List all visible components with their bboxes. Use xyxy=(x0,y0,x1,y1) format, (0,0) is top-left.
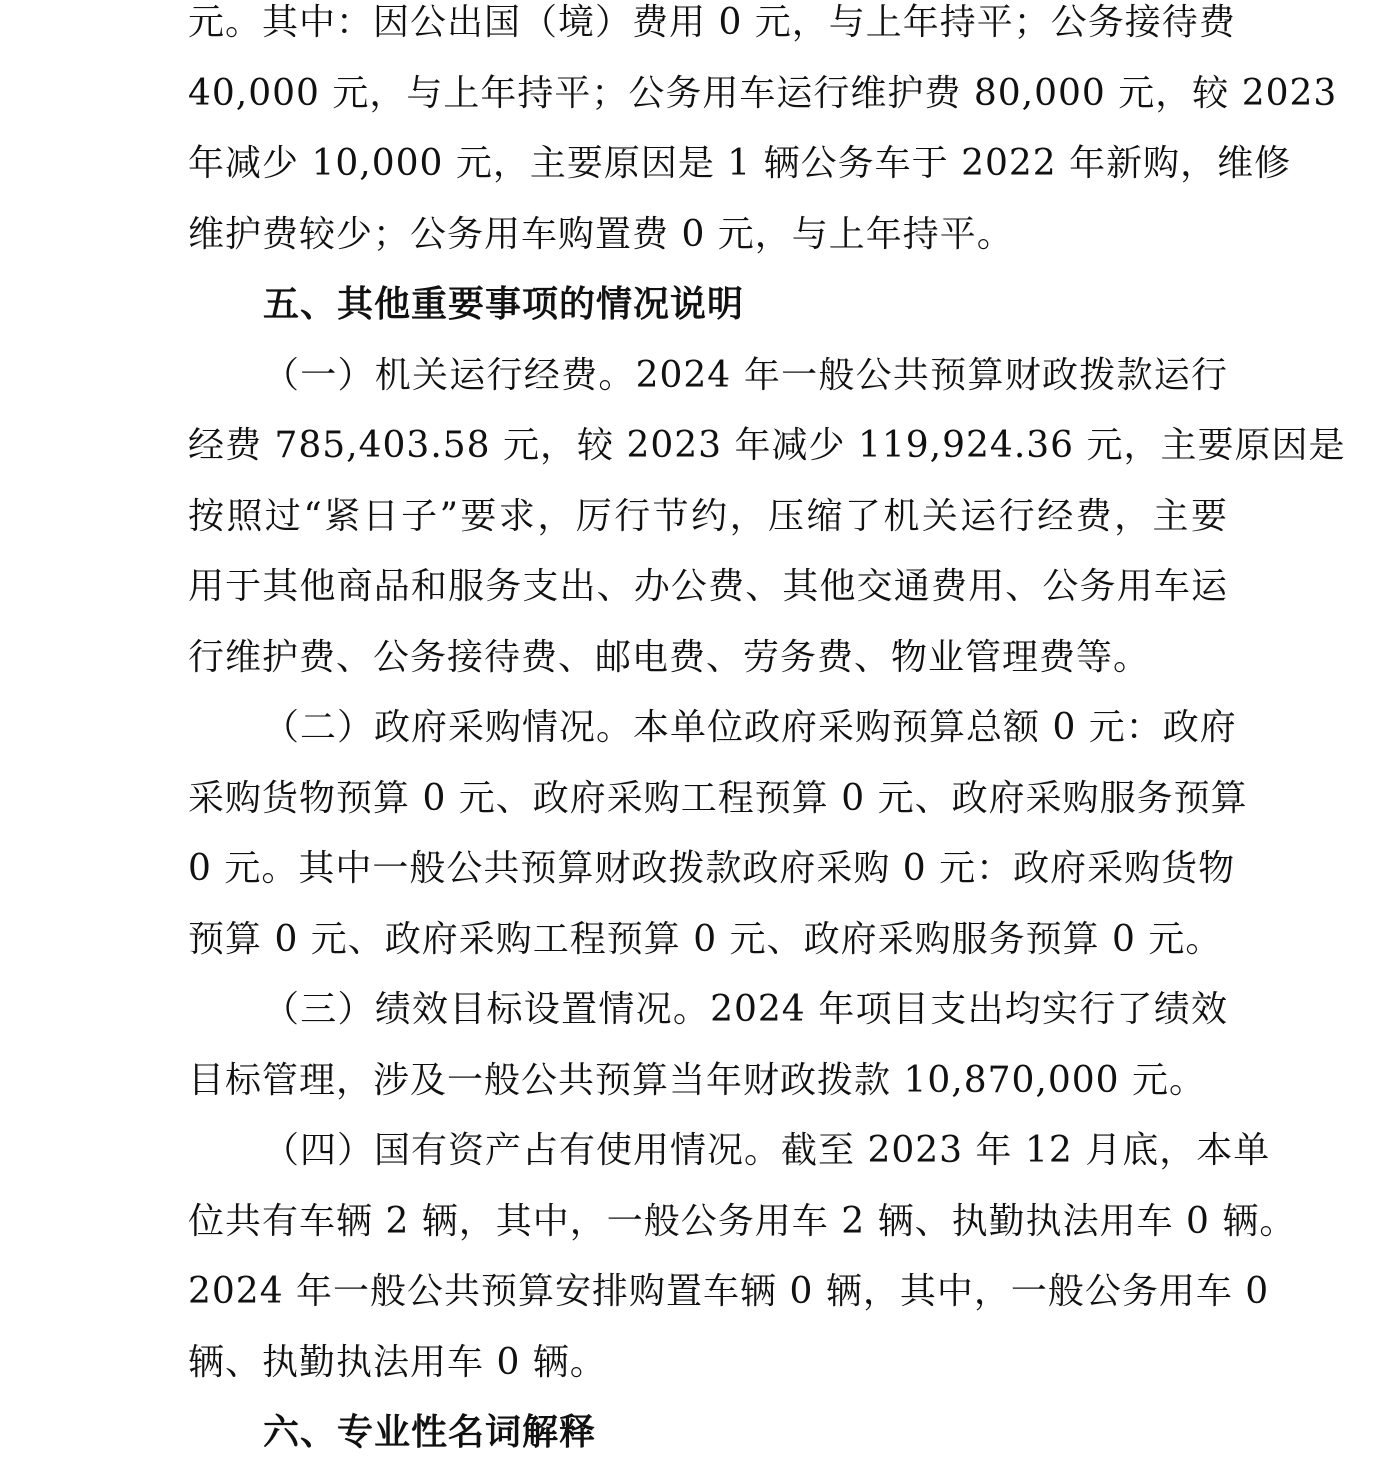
paragraph-line: （三）绩效目标设置情况。2024 年项目支出均实行了绩效 xyxy=(263,989,1228,1030)
paragraph-line: 维护费较少；公务用车购置费 0 元，与上年持平。 xyxy=(188,214,1014,255)
paragraph-line: 2024 年一般公共预算安排购置车辆 0 辆，其中，一般公务用车 0 xyxy=(188,1271,1270,1312)
paragraph-line: 经费 785,403.58 元，较 2023 年减少 119,924.36 元，主要原因是 xyxy=(188,425,1346,466)
paragraph-line: 位共有车辆 2 辆，其中，一般公务用车 2 辆、执勤执法用车 0 辆。 xyxy=(188,1201,1297,1242)
paragraph-line: 辆、执勤执法用车 0 辆。 xyxy=(188,1342,607,1383)
section-heading: 五、其他重要事项的情况说明 xyxy=(263,284,745,325)
paragraph-line: 年减少 10,000 元，主要原因是 1 辆公务车于 2022 年新购，维修 xyxy=(188,143,1292,184)
paragraph-line: 用于其他商品和服务支出、办公费、其他交通费用、公务用车运 xyxy=(188,566,1228,607)
paragraph-line: 元。其中：因公出国（境）费用 0 元，与上年持平；公务接待费 xyxy=(188,2,1236,43)
section-heading: 六、专业性名词解释 xyxy=(263,1412,597,1453)
paragraph-line: （四）国有资产占有使用情况。截至 2023 年 12 月底，本单 xyxy=(263,1130,1271,1171)
paragraph-line: （一）机关运行经费。2024 年一般公共预算财政拨款运行 xyxy=(263,355,1228,396)
paragraph-line: 行维护费、公务接待费、邮电费、劳务费、物业管理费等。 xyxy=(188,637,1151,678)
paragraph-line: 40,000 元，与上年持平；公务用车运行维护费 80,000 元，较 2023 xyxy=(188,73,1338,114)
paragraph-line: 预算 0 元、政府采购工程预算 0 元、政府采购服务预算 0 元。 xyxy=(188,919,1223,960)
paragraph-line: 采购货物预算 0 元、政府采购工程预算 0 元、政府采购服务预算 xyxy=(188,778,1248,819)
paragraph-line: 0 元。其中一般公共预算财政拨款政府采购 0 元：政府采购货物 xyxy=(188,848,1236,889)
paragraph-line: （二）政府采购情况。本单位政府采购预算总额 0 元：政府 xyxy=(263,707,1237,748)
paragraph-line: 目标管理，涉及一般公共预算当年财政拨款 10,870,000 元。 xyxy=(188,1060,1207,1101)
paragraph-line: 按照过“紧日子”要求，厉行节约，压缩了机关运行经费，主要 xyxy=(188,496,1228,537)
